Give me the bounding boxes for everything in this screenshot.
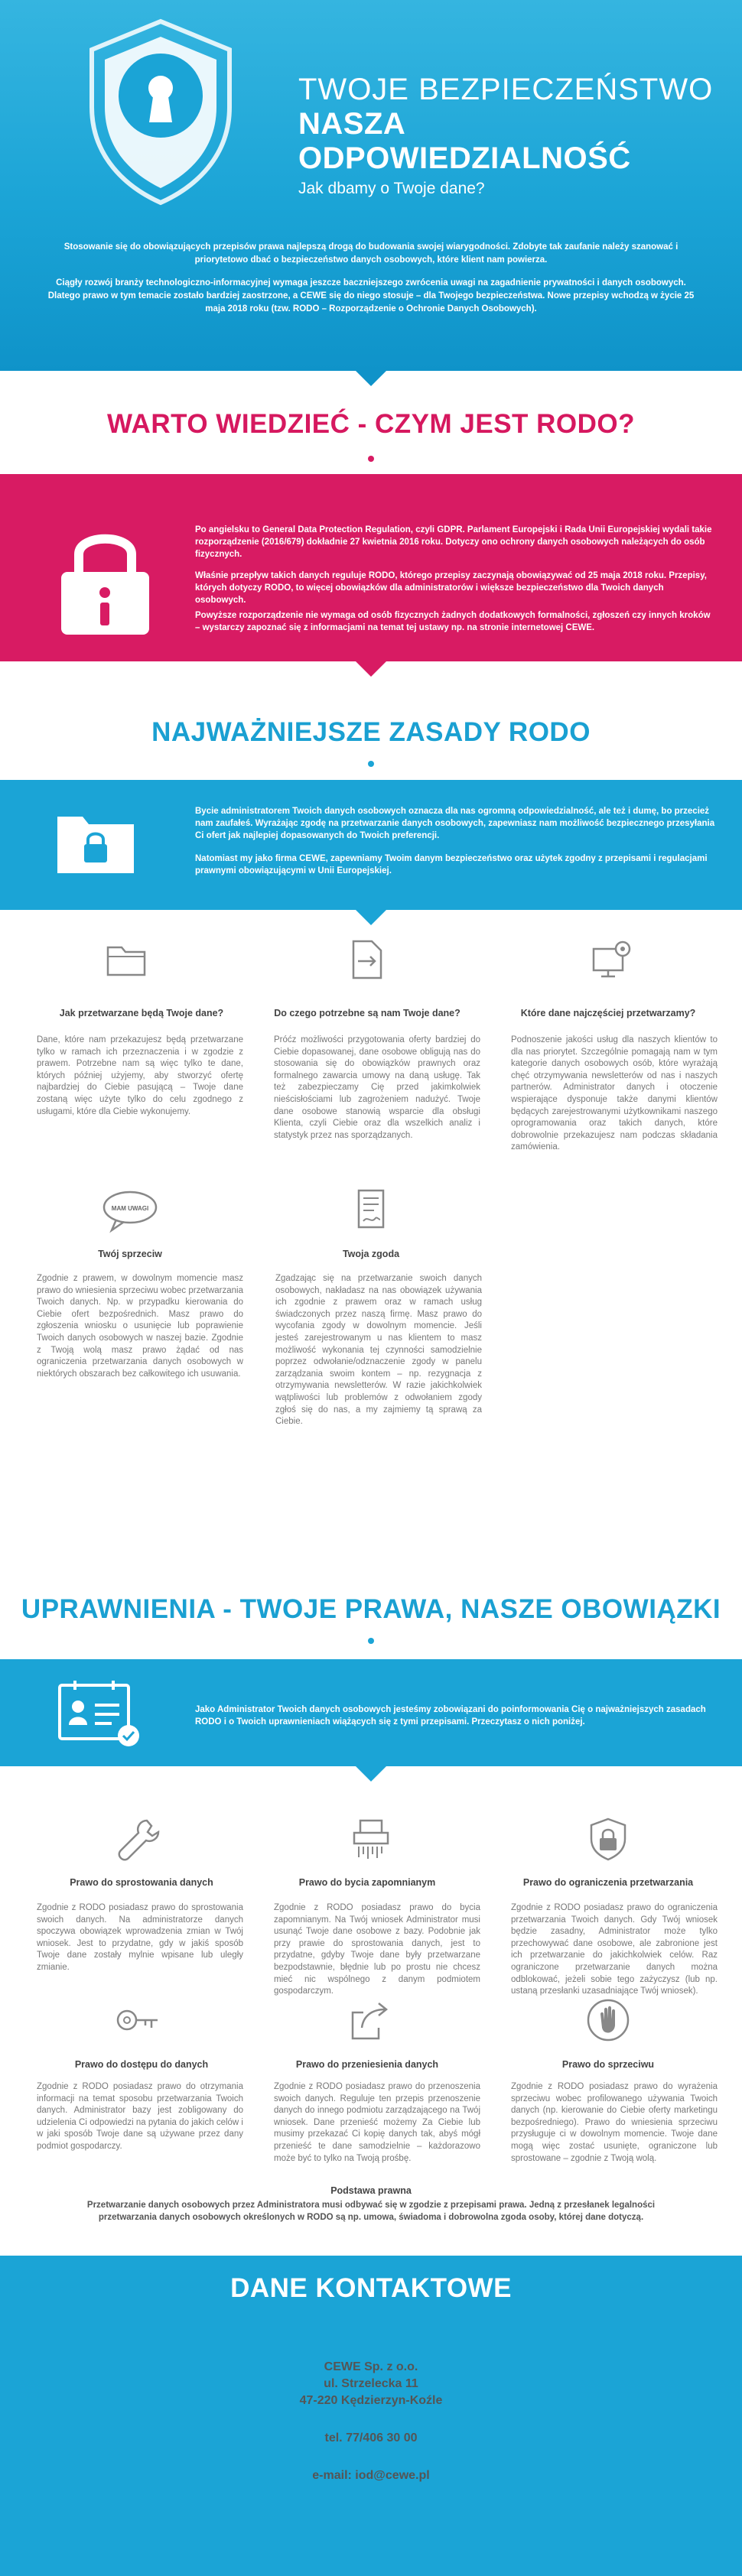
contact-email[interactable]: e-mail: iod@cewe.pl xyxy=(312,2469,430,2482)
shredder-icon xyxy=(348,1816,394,1862)
stop-hand-icon xyxy=(585,1997,631,2043)
right-2-body: Zgodnie z RODO posiadasz prawo do bycia zapomnianym. Na Twój wniosek Administrator musi usunąć Twoje dane osobowe z bazy. Podobnie jak przy prawie do sprostowania danych, jest to przydatne, gdyby Twoje dane były przetwarzane bezpodstawnie, błędnie lub po prostu nie chcesz mieć nic wspólnego z danym podmiotem gospodarczym. xyxy=(274,1903,480,1996)
hero-title-line1: TWOJE BEZPIECZEŃSTWO xyxy=(298,73,714,106)
right-6-body: Zgodnie z RODO posiadasz prawo do wyrażenia sprzeciwu wobec profilowanego używania Twoich danych (np. kierowanie do Ciebie oferty marketingu bezpośredniego). Prawo do wniesienia sprzeciwu przysługuje ci w dowolnym momencie. Twoje dane mogą więc zostać usunięte, ograniczone lub sprostowane – zgodnie z Twoją wolą. xyxy=(511,2082,718,2163)
zasady-heading: NAJWAŻNIEJSZE ZASADY RODO xyxy=(151,717,591,747)
right-5-title: Prawo do przeniesienia danych xyxy=(295,2059,439,2070)
gear-display-icon xyxy=(589,937,635,983)
contact-street: ul. Strzelecka 11 xyxy=(324,2377,418,2390)
hero-title-line2: NASZA ODPOWIEDZIALNOŚĆ xyxy=(298,107,631,175)
hero-section xyxy=(0,0,742,371)
zasady-item-2-title: Do czego potrzebne są nam Twoje dane? xyxy=(274,1008,460,1018)
rodo-paragraph-3: Powyższe rozporządzenie nie wymaga od osób fizycznych żadnych dodatkowych formalności, zgłoszeń czy innych kroków – wystarczy zapoznać się z informacjami na temat tej ustawy np. na stronie internetowej CEWE. xyxy=(195,611,711,632)
hero-subtitle: Jak dbamy o Twoje dane? xyxy=(298,180,485,197)
rodo-notch xyxy=(356,661,386,677)
zasady-heading-dot xyxy=(368,761,374,767)
zasady-item-4-body: Zgodnie z prawem, w dowolnym momencie masz prawo do wniesienia sprzeciwu wobec przetwarzania Twoich danych. Np. w przypadku kierowania do Ciebie ofert bezpośrednich. Masz prawo do zgłoszenia wniosku o usunięcie lub poprawienie Twoich danych osobowych w naszej bazie. Zgodnie z Twoją wolą masz prawo żądać od nas ograniczenia przetwarzania danych osobowych w niektórych obszarach bez całkowitego ich usuwania. xyxy=(37,1274,243,1379)
key-icon xyxy=(113,1997,162,2043)
right-4-body: Zgodnie z RODO posiadasz prawo do otrzymania informacji na temat sposobu przetwarzania Twoich danych. Administrator bazy jest zobligowany do udzielenia Ci odpowiedzi na pytania do jakich celów i w jaki sposób Twoje dane są używane przez dany podmiot gospodarczy. xyxy=(37,2082,243,2151)
hero-notch xyxy=(356,371,386,386)
wrench-icon xyxy=(115,1816,161,1862)
speech-bubble-icon xyxy=(99,1187,161,1233)
contact-city: 47-220 Kędzierzyn-Koźle xyxy=(299,2394,443,2407)
zasady-item-1-title: Jak przetwarzane będą Twoje dane? xyxy=(59,1008,224,1018)
right-1-body: Zgodnie z RODO posiadasz prawo do sprostowania swoich danych. Na administratorze danych spoczywa obowiązek wprowadzenia zmian w Twój wniosek. Jest to przydatne, gdy w jakiś sposób Twoje dane zostały mylnie wpisane lub uległy zmianie. xyxy=(37,1903,243,1972)
contact-heading: DANE KONTAKTOWE xyxy=(230,2273,512,2303)
uprawnienia-paragraph: Jako Administrator Twoich danych osobowych jesteśmy zobowiązani do poinformowania Cię o najważniejszych zasadach RODO i o Twoich uprawnieniach wiążących się z tymi przepisami. Przeczytasz o nich poniżej. xyxy=(195,1705,706,1727)
zasady-item-3-body: Podnoszenie jakości usług dla naszych klientów to dla nas priorytet. Szczególnie pomagają nam w tym kategorie danych osobowych osób, które wyrażają chęć otrzymywania newsletterów od nas i naszych partnerów. Administrator danych i otoczenie wspierające dysponuje także danymi klientów będących zarejestrowanymi użytkownikami naszego oprogramowania oraz takich danych, które dobrowolnie przekazujesz nam podczas składania zamówienia. xyxy=(511,1035,718,1152)
zasady-item-2-body: Próćz możliwości przygotowania oferty bardziej do Ciebie dopasowanej, dane osobowe obligują nas do stosowania się do obowiązków prawnych oraz formalnego zawarcia umowy na daną usługę. Tak też zabezpieczamy Cię przed jakimkolwiek nieścisłościami lub zagrożeniem nadużyć. Twoje dane osobowe stanowią wsparcie dla obsługi Klienta, czyli Ciebie oraz dla wszelkich analiz i statystyk przez nas sporządzanych. xyxy=(274,1035,480,1140)
uprawnienia-notch xyxy=(356,1766,386,1782)
padlock-info-icon xyxy=(50,520,161,638)
zasady-item-4-title: Twój sprzeciw xyxy=(98,1249,162,1259)
rodo-paragraph-2: Właśnie przepływ takich danych reguluje RODO, którego przepisy zaczynają obowiązywać od 25 maja 2018 roku. Przepisy, których dotyczy RODO, to więcej obowiązków dla administratorów i większe bezpieczeństwo dla Twoich danych osobowych. xyxy=(195,571,707,605)
legal-basis-title: Podstawa prawna xyxy=(330,2185,412,2196)
hero-paragraph-2: Ciągły rozwój branży technologiczno-informacyjnej wymaga jeszcze baczniejszego zwrócenia uwagi na zagadnienie prywatności i danych osobowych. Dlatego prawo w tym temacie zostało bardziej zaostrzone, a CEWE się do niego stosuje – dla Twojego bezpieczeństwa. Nowe przepisy wchodzą w życie 25 maja 2018 roku (tzw. RODO – Rozporządzenie o Ochronie Danych Osobowych). xyxy=(47,278,695,313)
zasady-item-3-title: Które dane najczęściej przetwarzamy? xyxy=(520,1008,696,1018)
zasady-paragraph-1: Bycie administratorem Twoich danych osobowych oznacza dla nas ogromną odpowiedzialność, ale też i dumę, bo przecież nam zaufałeś. Wyrażając zgodę na przetwarzanie danych osobowych, zapewniasz nam możliwość bezpiecznego przesyłania Ci ofert jak najlepiej dopasowanych do Twoich preferencji. xyxy=(195,807,715,840)
hero-paragraph-1: Stosowanie się do obowiązujących przepisów prawa najlepszą drogą do budowania swojej wiarygodności. Zdobyte tak zaufanie należy szanować i priorytetowo dbać o bezpieczeństwo danych osobowych, które klient nam powierza. xyxy=(63,242,679,265)
right-5-body: Zgodnie z RODO posiadasz prawo do przenoszenia swoich danych. Reguluje ten przepis przenoszenie danych do innego podmiotu zarządzającego na Twój wniosek. Dane przenieść możemy Za Ciebie lub musimy przekazać Ci kopię danych tak, abyś mógł przenieść te dane samodzielnie – każdorazowo może być to tylko na Twoją prośbę. xyxy=(274,2082,480,2163)
zasady-paragraph-2: Natomiast my jako firma CEWE, zapewniamy Twoim danym bezpieczeństwo oraz użytek zgodny z przepisami i regulacjami prawnymi obowiązującymi w Unii Europejskiej. xyxy=(195,854,708,875)
uprawnienia-heading-dot xyxy=(368,1638,374,1644)
shield-keyhole-icon xyxy=(80,15,241,206)
right-1-title: Prawo do sprostowania danych xyxy=(70,1877,213,1888)
rodo-heading-dot xyxy=(368,456,374,462)
contact-phone[interactable]: tel. 77/406 30 00 xyxy=(324,2431,418,2444)
folder-icon xyxy=(103,937,149,983)
id-card-calendar-icon xyxy=(54,1675,145,1751)
rodo-heading: WARTO WIEDZIEĆ - CZYM JEST RODO? xyxy=(106,409,636,439)
right-4-title: Prawo do dostępu do danych xyxy=(74,2059,209,2070)
legal-basis-text: Przetwarzanie danych osobowych przez Administratora musi odbywać się w zgodzie z przepisami prawa. Jedną z przesłanek legalności przetwarzania danych osobowych określonych w RODO są np. umowa, świadoma i dobrowolna zgoda osoby, której dane dotyczą. xyxy=(86,2201,656,2222)
rodo-paragraph-1: Po angielsku to General Data Protection Regulation, czyli GDPR. Parlament Europejski i Rada Unii Europejskiej wydali takie rozporządzenie (2016/679) dokładnie 27 kwietnia 2016 roku. Dotyczy ono ochrony danych osobowych należących do osób fizycznych. xyxy=(195,525,712,559)
right-6-title: Prawo do sprzeciwu xyxy=(561,2059,655,2070)
zasady-notch xyxy=(356,910,386,925)
right-2-title: Prawo do bycia zapomnianym xyxy=(298,1877,436,1888)
zasady-item-1-body: Dane, które nam przekazujesz będą przetwarzane tylko w ramach ich przeznaczenia i w zgodzie z prawem. Potrzebne nam są więc tylko te dane, których później użyjemy, aby stworzyć ofertę najbardziej do Ciebie pasującą – Twoje dane zostaną więc użyte tylko do celu zgodnego z usługami, które dla Ciebie wykonujemy. xyxy=(37,1035,243,1116)
zasady-item-5-title: Twoja zgoda xyxy=(342,1249,400,1259)
export-icon xyxy=(348,1997,394,2043)
bubble-text: MAM UWAGI xyxy=(111,1205,149,1212)
right-3-title: Prawo do ograniczenia przetwarzania xyxy=(522,1877,694,1888)
folder-lock-icon xyxy=(54,803,138,879)
lock-shield-icon xyxy=(585,1816,631,1862)
right-3-body: Zgodnie z RODO posiadasz prawo do ograniczenia przetwarzania Twoich danych. Gdy Twój wniosek będzie zasadny, Administrator może tylko przechowywać dane osobowe, ale zabronione jest ich przetwarzanie do jakichkolwiek celów. Raz ograniczone przetwarzanie danych można odblokować, jeżeli sobie tego zażyczysz (lub np. ustaną przesłanki uzasadniające Twój wniosek). xyxy=(511,1903,718,1996)
contact-company: CEWE Sp. z o.o. xyxy=(324,2360,418,2373)
document-arrow-icon xyxy=(344,937,390,983)
uprawnienia-heading: UPRAWNIENIA - TWOJE PRAWA, NASZE OBOWIĄZKI xyxy=(21,1594,721,1624)
signed-document-icon xyxy=(348,1187,394,1233)
zasady-item-5-body: Zgadzając się na przetwarzanie swoich danych osobowych, nakładasz na nas obowiązek używania ich zgodnie z prawem oraz w ramach usług świadczonych przez naszą firmę. Masz prawo do wycofania zgody w dowolnym momencie. Jeśli jesteś zarejestrowanym u nas klientem to masz możliwość wykonania tej czynności samodzielnie poprzez odwołanie/odznaczenie zgody w panelu zarządzania swoim kontem – np. rezygnacja z otrzymywania newsletterów. W razie jakichkolwiek wątpliwości lub problemów z odwołaniem zgody zgłoś się do nas, a my zajmiemy tą sprawą za Ciebie. xyxy=(275,1274,482,1427)
